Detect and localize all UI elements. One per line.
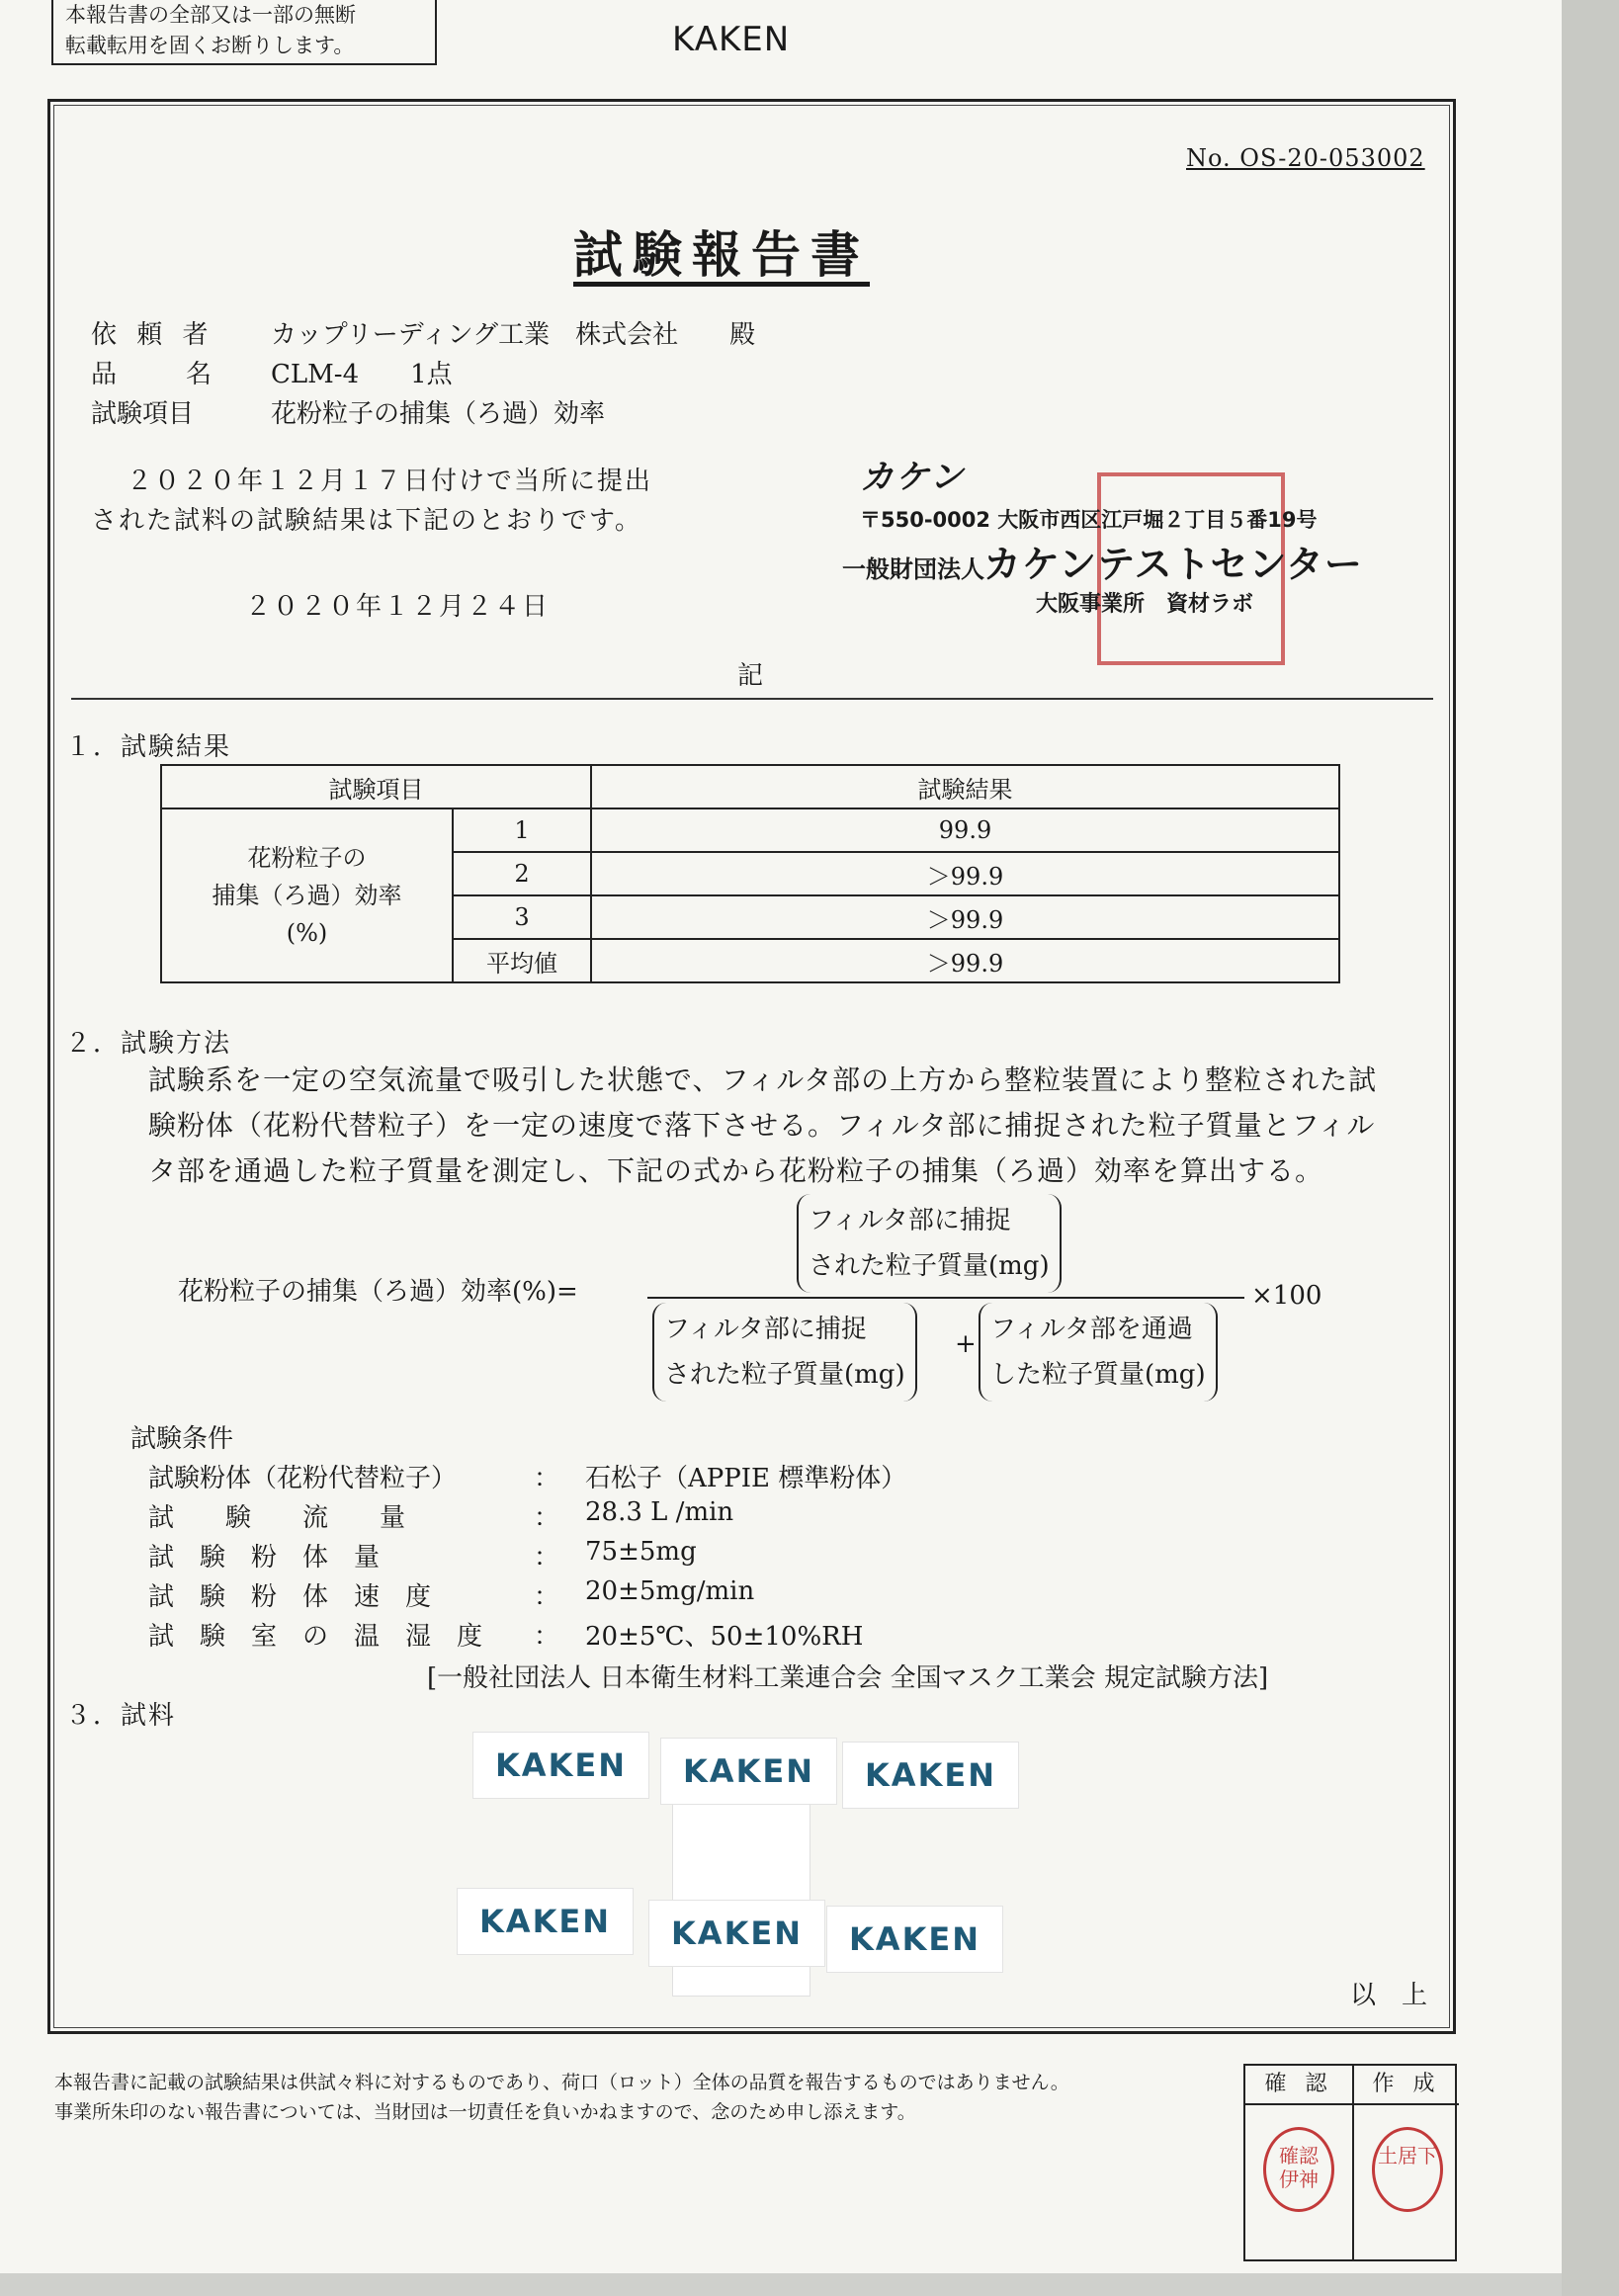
col-header-result: 試験結果 [591,765,1339,808]
lab-address: 〒550-0002 大阪市西区江戸堀２丁目５番19号 [860,508,1318,532]
formula-denominator-b [979,1303,1218,1402]
formula-denominator-a [652,1303,917,1402]
lab-name: カケンテストセンター [983,543,1363,586]
create-column [1352,2066,1459,2259]
formula-text: フィルタ部に捕捉 [664,1315,867,1344]
condition-value: 75±5mg [585,1537,697,1567]
table-row [161,808,1339,852]
condition-label: 試 験 室 の 温 湿 度 [148,1622,483,1652]
confirm-seal: 確認 伊神 [1263,2127,1334,2212]
trial-number: 2 [453,852,591,895]
formula-lhs: 花粉粒子の捕集（ろ過）効率(%)= [178,1277,578,1307]
condition-value: 28.3 L /min [585,1497,734,1527]
scan-edge [1562,0,1619,2296]
condition-colon: ： [534,1543,560,1573]
condition-label: 試 験 粉 体 速 度 [148,1582,432,1612]
signature-box [1243,2064,1457,2261]
trial-number: 3 [453,895,591,939]
end-mark: 以 上 [1350,1981,1428,2010]
formula-plus: + [955,1329,977,1359]
row-label-line: (%) [286,919,328,947]
confirm-column [1245,2066,1352,2259]
row-label-line: 花粉粒子の [247,844,367,872]
condition-value: 20±5mg/min [585,1576,755,1606]
condition-colon: ： [534,1622,560,1652]
ki-mark: 記 [737,661,764,691]
notice-line: 本報告書の全部又は一部の無断 [65,3,356,27]
lab-logo: カケン [860,458,966,497]
condition-label: 試験粉体（花粉代替粒子） [148,1464,458,1493]
client-label: 依 頼 者 [91,320,214,350]
conditions-heading: 試験条件 [130,1424,234,1454]
sample-label: KAKEN [648,1900,825,1967]
formula-text: した粒子質量(mg) [990,1360,1206,1390]
sample-label: KAKEN [472,1732,649,1799]
sample-label: KAKEN [842,1742,1019,1809]
method-line: タ部を通過した粒子質量を測定し、下記の式から花粉粒子の捕集（ろ過）効率を算出する。 [148,1154,1324,1187]
product-label: 品 名 [91,360,218,389]
page-title: 試験報告書 [573,226,870,284]
intro-line: された試料の試験結果は下記のとおりです。 [91,506,642,536]
col-header-item: 試験項目 [161,765,591,808]
footer-disclaimer: 本報告書に記載の試験結果は供試々料に対するものであり、荷口（ロット）全体の品質を報告するものではありません。 [54,2072,1069,2093]
formula-text: された粒子質量(mg) [809,1251,1050,1281]
condition-colon: ： [534,1464,560,1493]
section-heading-sample: ３．試料 [65,1701,177,1731]
test-item-value: 花粉粒子の捕集（ろ過）効率 [271,399,606,429]
intro-line: ２０２０年１２月１７日付けで当所に提出 [127,467,653,496]
copyright-notice [51,0,437,65]
divider [71,698,1433,700]
method-line: 試験系を一定の空気流量で吸引した状態で、フィルタ部の上方から整粒装置により整粒された試 [148,1063,1378,1096]
formula-text: された粒子質量(mg) [664,1360,905,1390]
trial-value: ＞99.9 [591,939,1339,982]
method-line: 験粉体（花粉代替粒子）を一定の速度で落下させる。フィルタ部に捕捉された粒子質量とフィル [148,1109,1376,1142]
results-table [160,764,1340,983]
trial-number: 1 [453,808,591,852]
row-label [161,808,453,982]
condition-value: 石松子（APPIE 標準粉体） [585,1464,907,1493]
trial-value: ＞99.9 [591,895,1339,939]
formula-multiplier: ×100 [1251,1281,1322,1311]
condition-value: 20±5℃、50±10%RH [585,1622,864,1652]
confirm-label: 確 認 [1245,2066,1352,2105]
trial-value: 99.9 [591,808,1339,852]
footer-disclaimer: 事業所朱印のない報告書については、当財団は一切責任を負いかねますので、念のため申し添えます。 [54,2101,916,2123]
row-label-line: 捕集（ろ過）効率 [212,882,402,909]
test-standard: [一般社団法人 日本衛生材料工業連合会 全国マスク工業会 規定試験方法] [427,1663,1269,1693]
sample-label: KAKEN [826,1906,1003,1973]
notice-line: 転載転用を固くお断りします。 [65,34,355,57]
create-seal: 土居下 [1372,2127,1443,2212]
formula-text: フィルタ部を通過 [990,1315,1193,1344]
sample-label: KAKEN [660,1738,837,1805]
fraction-bar [647,1297,1244,1299]
brand-logo: KAKEN [672,20,791,59]
condition-colon: ： [534,1503,560,1533]
create-label: 作 成 [1354,2066,1459,2105]
lab-org-type: 一般財団法人 [842,555,984,583]
formula-text: フィルタ部に捕捉 [809,1206,1011,1235]
client-value: カップリーディング工業 株式会社 殿 [271,320,756,350]
lab-division: 大阪事業所 資材ラボ [1036,592,1254,617]
product-value: CLM-4 1点 [271,360,453,389]
section-heading-method: ２．試験方法 [65,1029,232,1059]
condition-colon: ： [534,1582,560,1612]
formula-numerator [797,1194,1062,1293]
report-number: No. OS-20-053002 [1186,144,1425,172]
issue-date: ２０２０年１２月２４日 [245,592,551,622]
trial-number: 平均値 [453,939,591,982]
method-paragraph [148,1058,1377,1194]
section-heading-results: １．試験結果 [65,732,232,762]
trial-value: ＞99.9 [591,852,1339,895]
test-item-label: 試験項目 [91,399,195,429]
condition-label: 試 験 流 量 [148,1503,406,1533]
sample-label: KAKEN [457,1888,634,1955]
condition-label: 試 験 粉 体 量 [148,1543,381,1573]
